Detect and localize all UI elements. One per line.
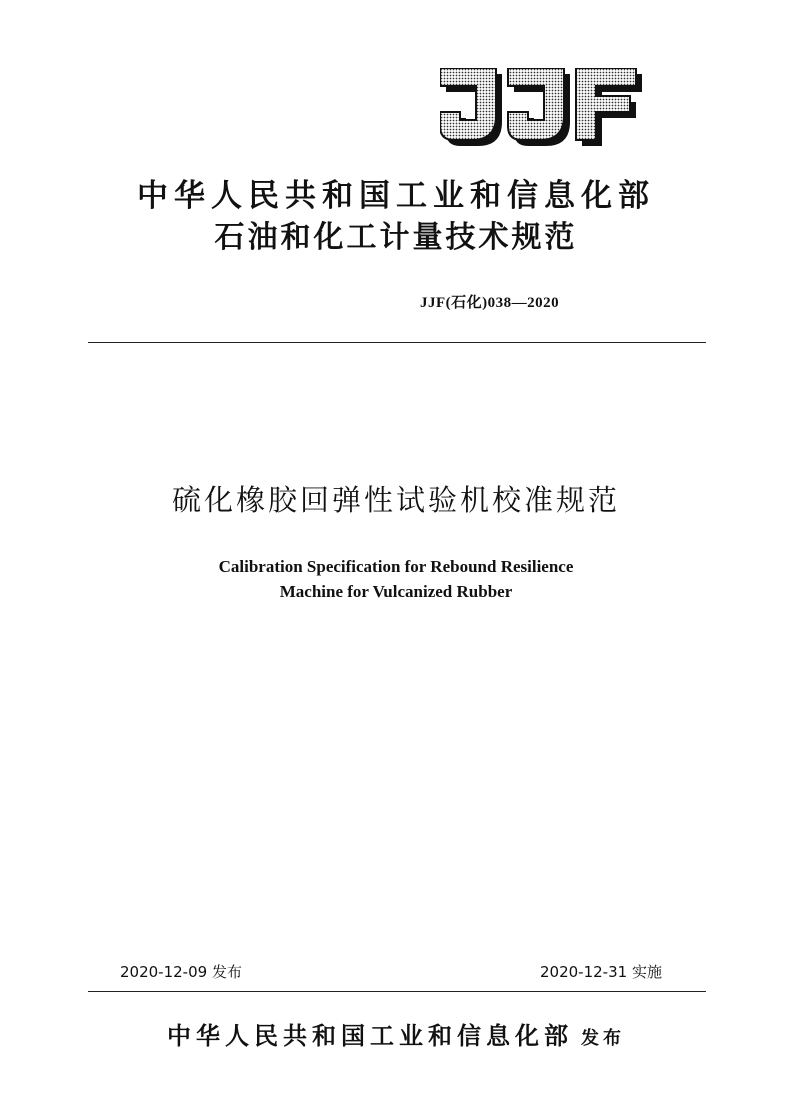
document-title-chinese: 硫化橡胶回弹性试验机校准规范	[171, 483, 620, 517]
jjf-logo-graphic	[440, 68, 644, 148]
document-title-english	[0, 554, 792, 604]
title-english-line-2: Machine for Vulcanized Rubber	[279, 582, 513, 601]
specification-series: 石油和化工计量技术规范	[214, 220, 578, 255]
bottom-divider	[88, 991, 706, 992]
implementation-date: 2020-12-31 实施	[540, 963, 662, 981]
publish-label: 发布	[581, 1028, 625, 1049]
issuing-organization: 中华人民共和国工业和信息化部	[137, 178, 655, 214]
top-divider	[88, 342, 706, 343]
jjf-logo	[440, 68, 644, 148]
standard-code: JJF(石化)038—2020	[420, 295, 560, 311]
title-english-line-1: Calibration Specification for Rebound Resilience	[218, 557, 574, 576]
publisher-name: 中华人民共和国工业和信息化部	[167, 1021, 573, 1050]
publisher-footer	[0, 1020, 792, 1055]
issue-date: 2020-12-09 发布	[120, 963, 242, 981]
